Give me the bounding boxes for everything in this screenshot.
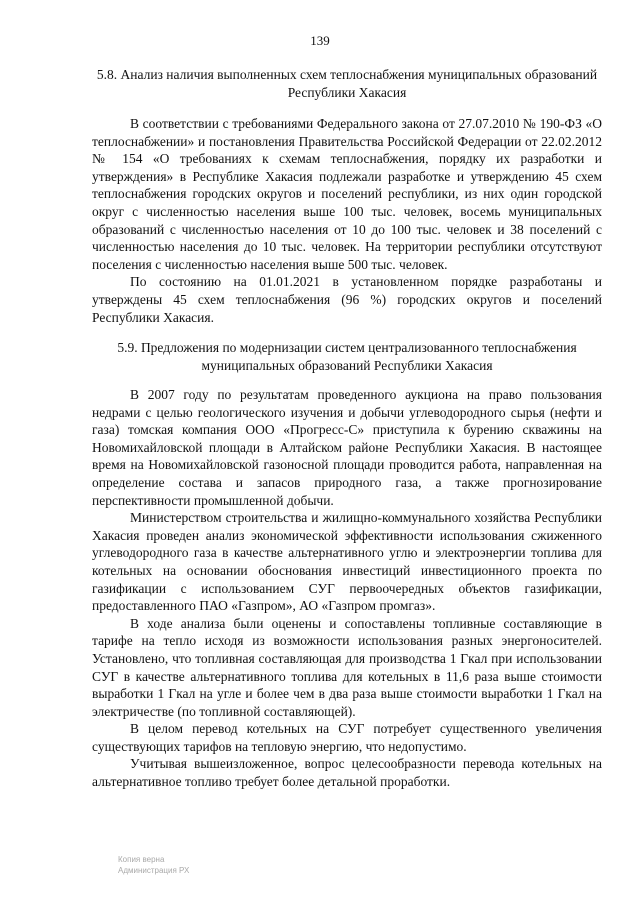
- page-number: 139: [310, 33, 330, 48]
- paragraph: По состоянию на 01.01.2021 в установленном порядке разработаны и утверждены 45 схем теплоснабжения (96 %) городских округов и поселений Республики Хакасия.: [92, 274, 602, 325]
- section-heading-5-8: 5.8. Анализ наличия выполненных схем теплоснабжения муниципальных образований Республики Хакасия: [96, 67, 598, 100]
- faint-stamp: [118, 854, 189, 876]
- paragraph: В ходе анализа были оценены и сопоставлены топливные составляющие в тарифе на тепло исходя из возможности использования разных энергоносителей. Установлено, что топливная составляющая для производства 1 Гкал при использовании СУГ в качестве альтернативного топлива для котельных в 11,6 раза выше стоимости выработки 1 Гкал на угле и более чем в два раза выше стоимости выработки 1 Гкал на электричестве (по топливной составляющей).: [92, 615, 602, 719]
- paragraph: Министерством строительства и жилищно-коммунального хозяйства Республики Хакасия проведен анализ экономической эффективности использования сжиженного углеводородного газа в качестве альтернативного углю и электроэнергии топлива для котельных на основании обоснования инвестиций инвестиционного проекта по газификации с использованием СУГ первоочередных объектов газификации, предоставленного ПАО «Газпром», АО «Газпром промгаз».: [92, 510, 602, 614]
- paragraph: В целом перевод котельных на СУГ потребует существенного увеличения существующих тарифов на тепловую энергию, что недопустимо.: [92, 721, 602, 754]
- paragraph: В 2007 году по результатам проведенного аукциона на право пользования недрами с целью геологического изучения и добычи углеводородного сырья (нефти и газа) томская компания ООО «Прогресс-С» приступила к бурению скважины на Новомихайловской площади в Алтайском районе Республики Хакасия. В настоящее время на Новомихайловской газоносной площади проводится работа, направленная на определение состава и запасов природного газа, а также прогнозирование перспективности промышленной добычи.: [92, 387, 602, 508]
- stamp-line: Копия верна: [118, 855, 165, 864]
- section-heading-5-9: 5.9. Предложения по модернизации систем централизованного теплоснабжения муниципальных образований Республики Хакасия: [117, 340, 577, 373]
- paragraph: В соответствии с требованиями Федерального закона от 27.07.2010 № 190-ФЗ «О теплоснабжении» и постановления Правительства Российской Федерации от 22.02.2012 № 154 «О требованиях к схемам теплоснабжения, порядку их разработки и утверждения» в Республике Хакасия подлежали разработке и утверждению 45 схем теплоснабжения городских округов и поселений республики, из них один городской округ с численностью населения выше 100 тыс. человек, восемь муниципальных образований с численностью населения от 10 до 100 тыс. человек и 38 поселений с численностью населения до 10 тыс. человек. На территории республики отсутствуют поселения с численностью населения выше 500 тыс. человек.: [92, 116, 602, 272]
- stamp-line: Администрация РХ: [118, 866, 190, 875]
- section-body-5-9: [92, 386, 602, 791]
- paragraph: Учитывая вышеизложенное, вопрос целесообразности перевода котельных на альтернативное топливо требует более детальной проработки.: [92, 756, 602, 790]
- section-body-5-8: [92, 115, 602, 326]
